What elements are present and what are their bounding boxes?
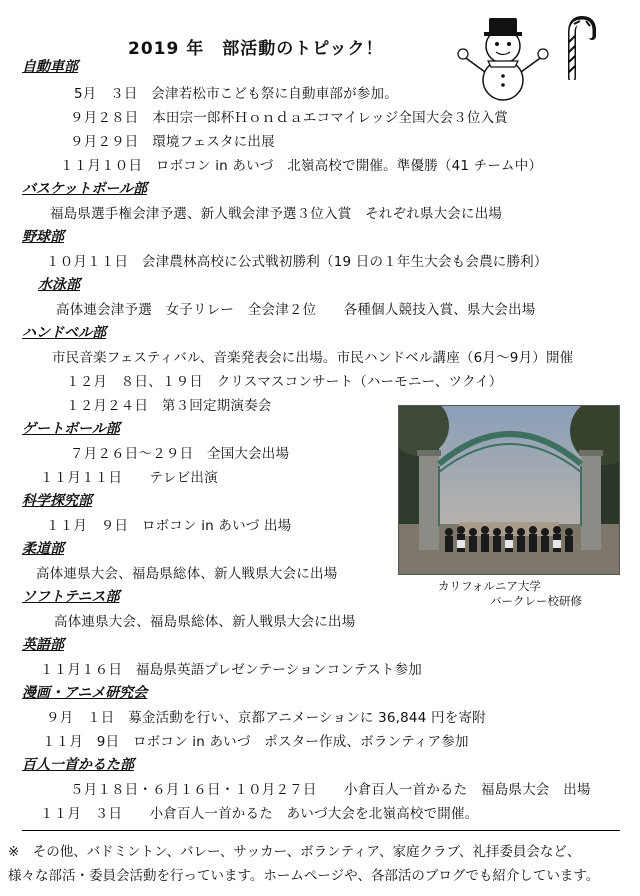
club-heading-handbell: ハンドベル部 xyxy=(22,325,106,341)
club-entry: １２月 ８日、１９日 クリスマスコンサート（ハーモニー、ツクイ） xyxy=(66,374,503,390)
club-heading-soft-tennis: ソフトテニス部 xyxy=(22,589,120,605)
candy-cane-illustration xyxy=(562,16,602,80)
club-heading-automobile: 自動車部 xyxy=(22,59,78,75)
club-entry: 高体連県大会、福島県総体、新人戦県大会に出場 xyxy=(36,566,338,582)
group-photo xyxy=(398,405,620,575)
club-entry: １２月２４日 第３回定期演奏会 xyxy=(66,398,272,414)
club-heading-manga-anime: 漫画・アニメ研究会 xyxy=(22,685,148,701)
club-heading-english: 英語部 xyxy=(22,637,64,653)
club-heading-swimming: 水泳部 xyxy=(38,277,80,293)
club-heading-judo: 柔道部 xyxy=(22,541,64,557)
club-entry: ９月２９日 環境フェスタに出展 xyxy=(70,134,275,150)
footer-divider xyxy=(22,830,620,831)
club-heading-gateball: ゲートボール部 xyxy=(22,421,120,437)
club-heading-basketball: バスケットボール部 xyxy=(22,181,148,197)
footer-note-line2: 様々な部活・委員会活動を行っています。ホームページや、各部活のブログでも紹介しています。 xyxy=(8,868,600,884)
club-entry: ９月２８日 本田宗一郎杯Ｈｏｎｄａエコマイレッジ全国大会３位入賞 xyxy=(70,110,508,126)
club-entry: １１月１０日 ロボコン in あいづ 北嶺高校で開催。準優勝（41 チーム中） xyxy=(60,158,543,174)
photo-caption-line2: バークレー校研修 xyxy=(490,594,582,608)
club-entry: １１月１１日 テレビ出演 xyxy=(40,470,218,486)
footer-note-line1: ※ その他、バドミントン、バレー、サッカー、ボランティア、家庭クラブ、礼拝委員会など、 xyxy=(8,844,581,860)
page-title: 2019 年 部活動のトピック！ xyxy=(128,39,384,59)
club-entry: ９月 １日 募金活動を行い、京都アニメーションに 36,844 円を寄附 xyxy=(46,710,486,726)
club-heading-science: 科学探究部 xyxy=(22,493,92,509)
snowman-illustration xyxy=(455,6,551,102)
club-entry: １１月 ３日 小倉百人一首かるた あいづ大会を北嶺高校で開催。 xyxy=(40,806,479,822)
club-entry: ５月１８日・６月１６日・１０月２７日 小倉百人一首かるた 福島県大会 出場 xyxy=(70,782,591,798)
club-entry: 高体連県大会、福島県総体、新人戦県大会に出場 xyxy=(54,614,356,630)
club-entry: １１月 9日 ロボコン in あいづ ポスター作成、ボランティア参加 xyxy=(42,734,469,750)
club-entry: １１月 ９日 ロボコン in あいづ 出場 xyxy=(46,518,292,534)
club-heading-baseball: 野球部 xyxy=(22,229,64,245)
club-heading-karuta: 百人一首かるた部 xyxy=(22,757,134,773)
club-entry: 市民音楽フェスティバル、音楽発表会に出場。市民ハンドベル講座（6月～9月）開催 xyxy=(52,350,574,366)
club-entry: １０月１１日 会津農林高校に公式戦初勝利（19 日の１年生大会も会農に勝利） xyxy=(46,254,548,270)
club-entry: ７月２６日～２９日 全国大会出場 xyxy=(70,446,290,462)
gate-photo-illustration xyxy=(399,406,620,575)
club-entry: １１月１６日 福島県英語プレゼンテーションコンテスト参加 xyxy=(40,662,422,678)
photo-caption-line1: カリフォルニア大学 xyxy=(438,579,541,593)
club-entry: 高体連会津予選 女子リレー 全会津２位 各種個人競技入賞、県大会出場 xyxy=(56,302,536,318)
club-entry: 5月 ３日 会津若松市こども祭に自動車部が参加。 xyxy=(74,86,398,102)
club-entry: 福島県選手権会津予選、新人戦会津予選３位入賞 それぞれ県大会に出場 xyxy=(50,206,503,222)
